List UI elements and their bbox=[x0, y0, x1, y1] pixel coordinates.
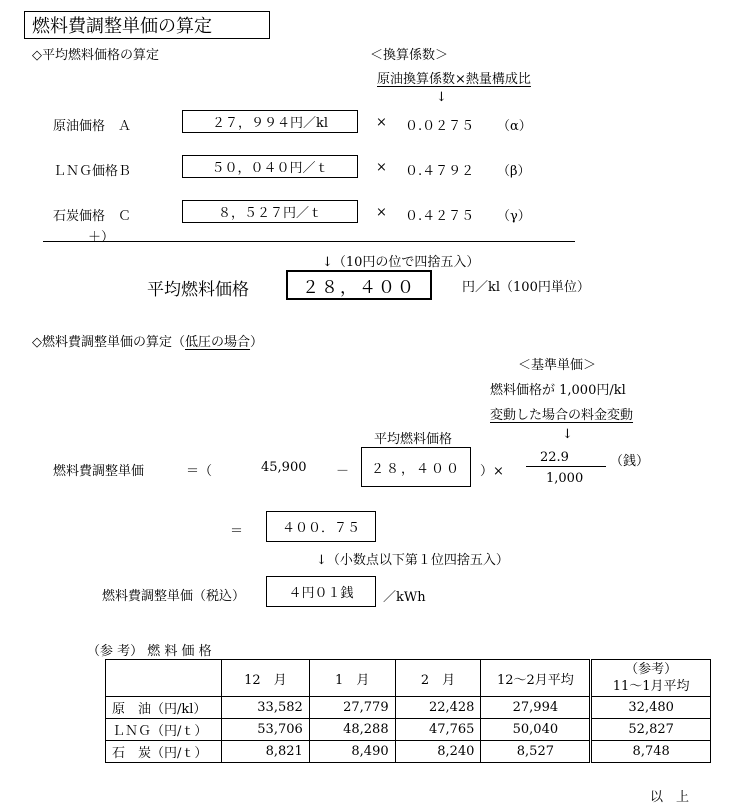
base-line1: 燃料価格が 1,000円/kl bbox=[490, 383, 626, 398]
adjustment-unit-label: 燃料費調整単価 bbox=[53, 464, 145, 479]
header-cell bbox=[106, 660, 222, 697]
header-cell: 12 月 bbox=[221, 660, 309, 697]
coal-label: 石炭価格 Ｃ bbox=[53, 209, 132, 224]
lng-price-box bbox=[182, 155, 358, 178]
lng-coef: ０.４７９２ bbox=[405, 164, 475, 179]
result-value: ４００．７５ bbox=[281, 521, 360, 536]
table-cell: 8,240 bbox=[395, 741, 481, 763]
plus-mark: ＋） bbox=[88, 230, 115, 245]
sen-unit: （銭） bbox=[610, 454, 650, 469]
avg-price-value: ２８，４００ bbox=[370, 461, 461, 477]
equals-paren: ＝（ bbox=[186, 464, 213, 479]
header-cell: 1 月 bbox=[309, 660, 395, 697]
section2-heading-post: ） bbox=[250, 335, 264, 350]
section2-heading-pre: ◇燃料費調整単価の算定（ bbox=[32, 335, 185, 350]
taxed-box bbox=[266, 576, 376, 607]
avg-fuel-box bbox=[286, 270, 432, 300]
section1-heading: ◇平均燃料価格の算定 bbox=[32, 48, 159, 63]
conversion-formula: 原油換算係数×熱量構成比 bbox=[377, 72, 531, 87]
crude-label: 原油価格 Ａ bbox=[53, 119, 132, 134]
times-sign: × bbox=[376, 160, 387, 175]
row-label: 石 炭（円/ｔ） bbox=[106, 741, 222, 763]
section2-heading-underlined: 低圧の場合 bbox=[185, 335, 251, 350]
base-heading: ＜基準単価＞ bbox=[518, 358, 597, 373]
avg-fuel-unit: 円／kl（100円単位） bbox=[462, 280, 590, 295]
table-cell: 53,706 bbox=[221, 719, 309, 741]
table-cell: 33,582 bbox=[221, 697, 309, 719]
rounding-note: ↓（10円の位で四捨五入） bbox=[322, 255, 480, 270]
page-title: 燃料費調整単価の算定 bbox=[24, 11, 270, 39]
reference-table bbox=[105, 659, 711, 763]
row-label: ＬＮＧ（円/ｔ） bbox=[106, 719, 222, 741]
closing-mark: 以 上 bbox=[650, 790, 690, 805]
denominator: 1,000 bbox=[546, 471, 584, 486]
base-price: 45,900 bbox=[261, 460, 307, 475]
avg-fuel-label: 平均燃料価格 bbox=[147, 280, 249, 300]
conversion-heading: ＜換算係数＞ bbox=[370, 48, 449, 63]
taxed-value: ４円０１銭 bbox=[288, 586, 354, 601]
table-cell: 50,040 bbox=[481, 719, 591, 741]
lng-label: ＬＮＧ価格Ｂ bbox=[53, 164, 132, 179]
table-row bbox=[106, 697, 711, 719]
lng-price: ５０，０４０円／ｔ bbox=[211, 161, 329, 176]
header-cell: 12～2月平均 bbox=[481, 660, 591, 697]
fraction-bar bbox=[526, 466, 606, 467]
numerator: 22.9 bbox=[540, 450, 569, 465]
section2-heading bbox=[32, 331, 263, 350]
header-cell: （参考） 11～1月平均 bbox=[591, 660, 711, 697]
table-cell: 27,779 bbox=[309, 697, 395, 719]
table-cell: 32,480 bbox=[591, 697, 711, 719]
down-arrow: ↓ bbox=[562, 427, 573, 442]
crude-price: ２７，９９４円／kl bbox=[211, 116, 329, 131]
times-sign: × bbox=[376, 205, 387, 220]
table-cell: 8,821 bbox=[221, 741, 309, 763]
taxed-label: 燃料費調整単価（税込） bbox=[102, 589, 246, 604]
header-cell: 2 月 bbox=[395, 660, 481, 697]
table-cell: 8,748 bbox=[591, 741, 711, 763]
paren-times: ）× bbox=[480, 464, 504, 479]
coal-price-box bbox=[182, 200, 358, 223]
table-cell: 52,827 bbox=[591, 719, 711, 741]
avg-price-box bbox=[361, 447, 471, 487]
reference-heading: （参 考） 燃 料 価 格 bbox=[87, 644, 212, 659]
table-cell: 47,765 bbox=[395, 719, 481, 741]
table-row bbox=[106, 741, 711, 763]
coal-coef: ０.４２７５ bbox=[405, 209, 475, 224]
equals-sign: ＝ bbox=[230, 524, 244, 539]
down-arrow: ↓ bbox=[436, 90, 447, 105]
table-cell: 48,288 bbox=[309, 719, 395, 741]
table-header-row bbox=[106, 660, 711, 697]
gamma-symbol: （γ） bbox=[497, 209, 531, 224]
times-sign: × bbox=[376, 115, 387, 130]
base-line2: 変動した場合の料金変動 bbox=[490, 408, 634, 423]
crude-price-box bbox=[182, 110, 358, 133]
coal-price: ８，５２７円／ｔ bbox=[217, 206, 322, 221]
result-box bbox=[266, 511, 376, 542]
crude-coef: ０.０２７５ bbox=[405, 119, 475, 134]
table-row bbox=[106, 719, 711, 741]
table-cell: 8,490 bbox=[309, 741, 395, 763]
taxed-unit: ／kWh bbox=[383, 590, 426, 605]
rounding-note-2: ↓（小数点以下第１位四捨五入） bbox=[316, 553, 509, 568]
table-cell: 8,527 bbox=[481, 741, 591, 763]
beta-symbol: （β） bbox=[497, 164, 531, 179]
table-cell: 27,994 bbox=[481, 697, 591, 719]
avg-price-label: 平均燃料価格 bbox=[374, 432, 453, 447]
row-label: 原 油（円/kl） bbox=[106, 697, 222, 719]
table-cell: 22,428 bbox=[395, 697, 481, 719]
alpha-symbol: （α） bbox=[497, 119, 532, 134]
avg-fuel-value: ２８，４００ bbox=[302, 277, 416, 298]
minus-sign: － bbox=[336, 464, 350, 479]
sum-line bbox=[43, 241, 575, 242]
